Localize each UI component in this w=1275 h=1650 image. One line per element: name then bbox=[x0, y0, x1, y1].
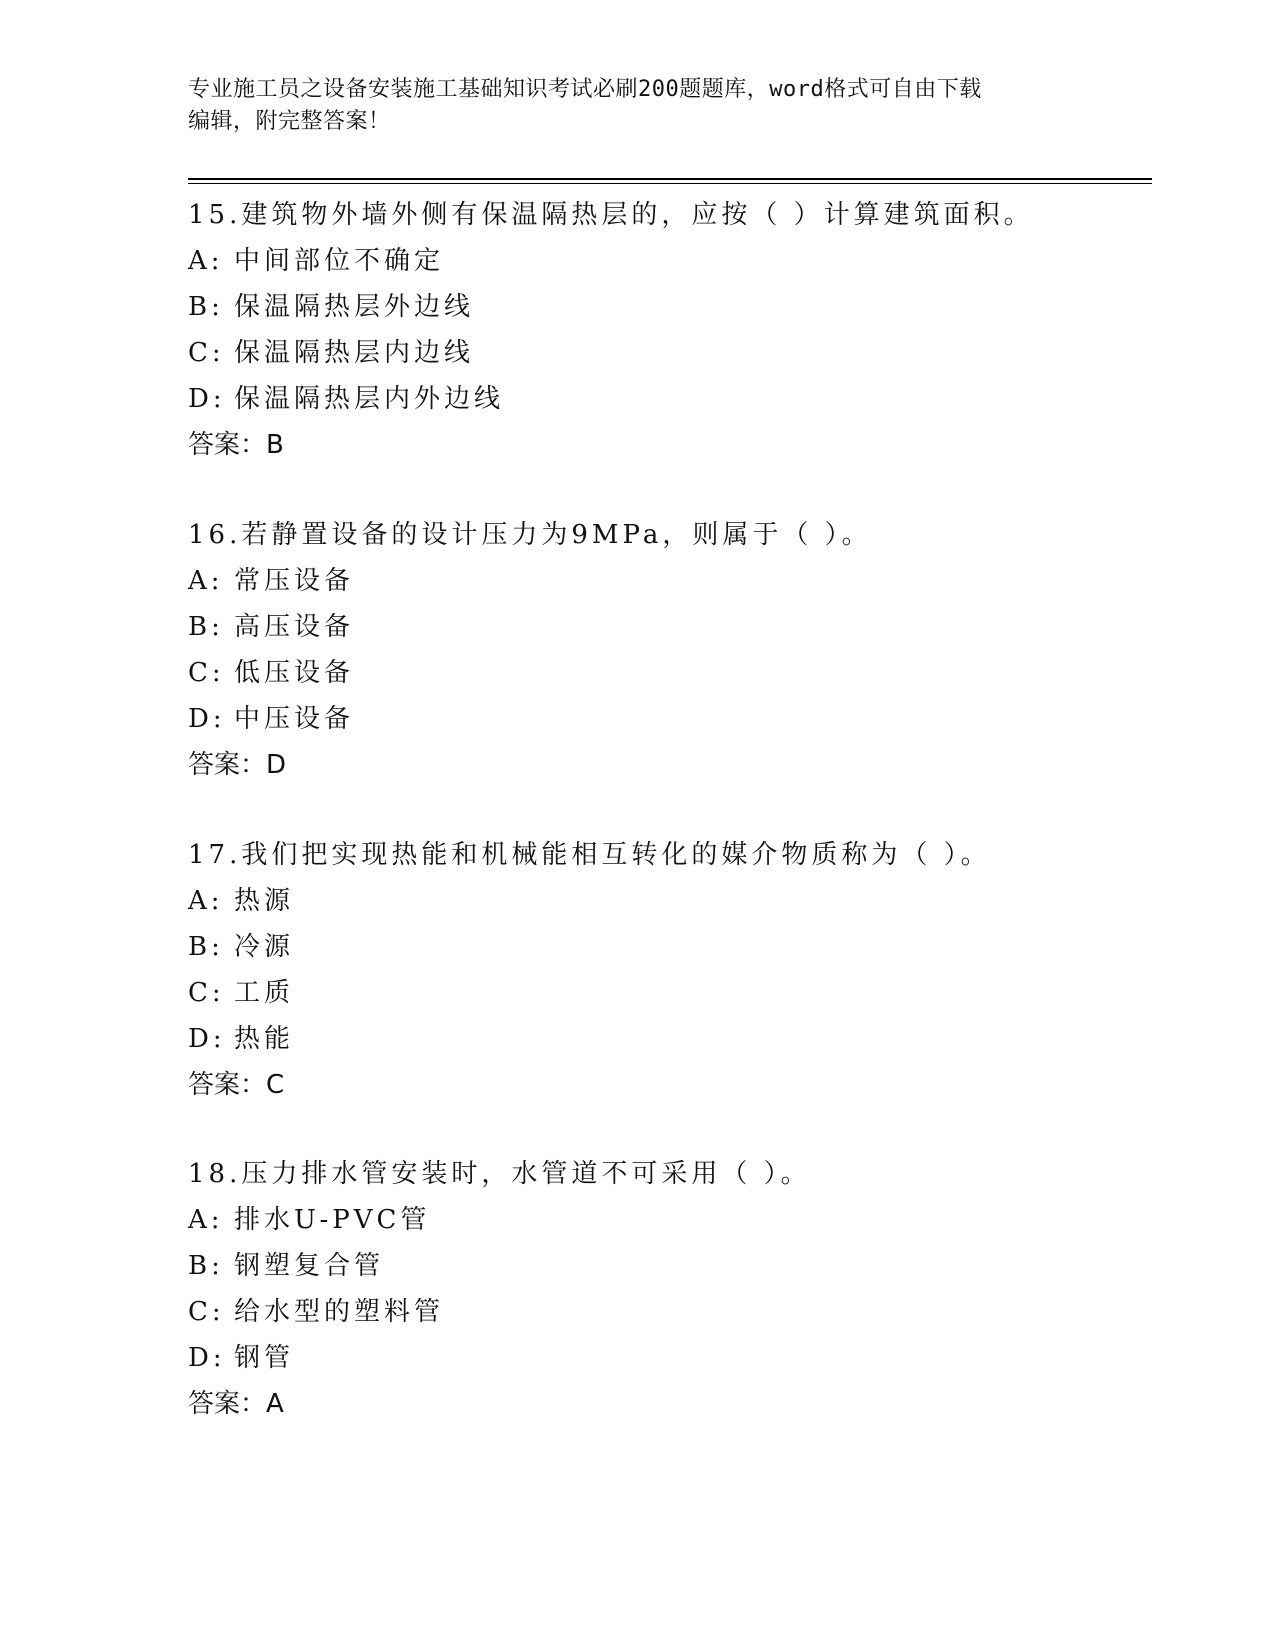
option-letter: A: bbox=[188, 566, 224, 596]
option-letter: C: bbox=[188, 338, 225, 368]
question-16 bbox=[188, 512, 1152, 788]
question-15 bbox=[188, 192, 1152, 468]
question-17 bbox=[188, 832, 1152, 1108]
option-c bbox=[188, 970, 1152, 1016]
answer-line: 答案：C bbox=[188, 1070, 285, 1100]
option-d bbox=[188, 696, 1152, 742]
option-b bbox=[188, 924, 1152, 970]
option-text: 高压设备 bbox=[234, 612, 355, 642]
option-letter: D: bbox=[188, 1024, 226, 1054]
option-letter: B: bbox=[188, 1251, 224, 1281]
option-letter: D: bbox=[188, 384, 226, 414]
option-letter: C: bbox=[188, 1297, 225, 1327]
header-line-2: 编辑，附完整答案！ bbox=[188, 109, 391, 134]
option-b bbox=[188, 284, 1152, 330]
option-letter: B: bbox=[188, 292, 224, 322]
answer-line: 答案：D bbox=[188, 750, 287, 780]
option-b bbox=[188, 604, 1152, 650]
option-text: 工质 bbox=[234, 978, 295, 1008]
option-text: 冷源 bbox=[234, 932, 295, 962]
question-stem: 16.若静置设备的设计压力为9MPa，则属于（ ）。 bbox=[188, 520, 872, 550]
option-letter: A: bbox=[188, 886, 224, 916]
question-stem: 15.建筑物外墙外侧有保温隔热层的，应按（ ）计算建筑面积。 bbox=[188, 200, 1034, 230]
header-divider-thin bbox=[188, 183, 1152, 184]
option-text: 保温隔热层外边线 bbox=[234, 292, 475, 322]
question-stem: 18.压力排水管安装时，水管道不可采用（ ）。 bbox=[188, 1159, 811, 1189]
question-18 bbox=[188, 1151, 1152, 1427]
option-c bbox=[188, 330, 1152, 376]
option-text: 保温隔热层内边线 bbox=[234, 338, 475, 368]
option-d bbox=[188, 1335, 1152, 1381]
option-text: 保温隔热层内外边线 bbox=[234, 384, 505, 414]
header-line-1: 专业施工员之设备安装施工基础知识考试必刷200题题库，word格式可自由下载 bbox=[188, 77, 982, 102]
option-a bbox=[188, 238, 1152, 284]
option-letter: A: bbox=[188, 1205, 224, 1235]
header-divider-thick bbox=[188, 178, 1152, 180]
answer-line: 答案：A bbox=[188, 1389, 284, 1419]
option-text: 给水型的塑料管 bbox=[234, 1297, 445, 1327]
option-d bbox=[188, 376, 1152, 422]
option-text: 钢塑复合管 bbox=[234, 1251, 385, 1281]
option-letter: D: bbox=[188, 704, 226, 734]
option-letter: B: bbox=[188, 612, 224, 642]
option-text: 低压设备 bbox=[234, 658, 355, 688]
option-a bbox=[188, 558, 1152, 604]
option-letter: C: bbox=[188, 978, 225, 1008]
option-text: 中间部位不确定 bbox=[234, 246, 445, 276]
option-c bbox=[188, 1289, 1152, 1335]
option-b bbox=[188, 1243, 1152, 1289]
option-letter: B: bbox=[188, 932, 224, 962]
option-letter: D: bbox=[188, 1343, 226, 1373]
option-text: 钢管 bbox=[234, 1343, 295, 1373]
option-text: 热源 bbox=[234, 886, 295, 916]
option-a bbox=[188, 1197, 1152, 1243]
question-stem: 17.我们把实现热能和机械能相互转化的媒介物质称为（ ）。 bbox=[188, 840, 991, 870]
document-header bbox=[188, 74, 1088, 138]
option-letter: A: bbox=[188, 246, 224, 276]
answer-line: 答案：B bbox=[188, 430, 284, 460]
option-text: 排水U-PVC管 bbox=[234, 1205, 431, 1235]
option-text: 中压设备 bbox=[234, 704, 355, 734]
option-letter: C: bbox=[188, 658, 225, 688]
option-text: 常压设备 bbox=[234, 566, 355, 596]
option-c bbox=[188, 650, 1152, 696]
option-d bbox=[188, 1016, 1152, 1062]
option-a bbox=[188, 878, 1152, 924]
option-text: 热能 bbox=[234, 1024, 295, 1054]
